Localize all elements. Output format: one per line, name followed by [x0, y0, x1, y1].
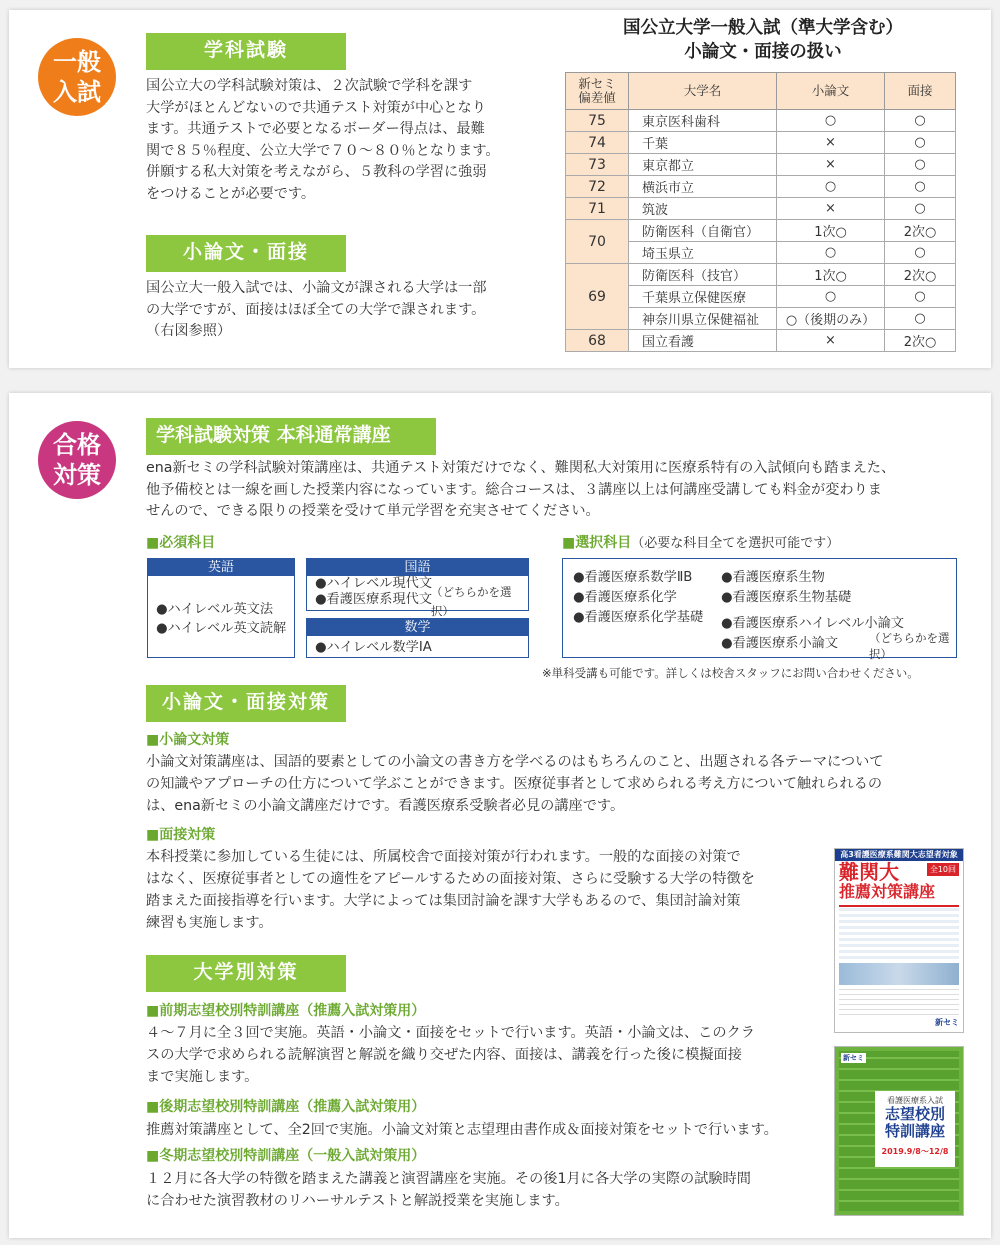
math-head: 数学 — [307, 619, 528, 636]
flyer1-top: 高3看護医療系難関大志望者対象 — [835, 849, 963, 861]
table-row: 74 千葉 × ○ — [566, 132, 956, 154]
table-row: 71 筑波 × ○ — [566, 198, 956, 220]
gakka-heading: 学科試験 — [146, 33, 346, 70]
shoron-heading: 小論文・面接 — [146, 235, 346, 272]
math-box — [306, 618, 529, 658]
flyer-university-course[interactable] — [834, 1046, 964, 1216]
list-item: ●看護医療系生物基礎 — [721, 590, 852, 605]
required-subjects-label: ■必須科目 — [146, 535, 216, 551]
table-title: 国公立大学一般入試（準大学含む） 小論文・面接の扱い — [623, 18, 903, 62]
interview-sub: ■面接対策 — [146, 827, 216, 843]
pass-strategy-card — [9, 393, 991, 1238]
table-header-row — [566, 73, 956, 110]
list-item: ●看護医療系ハイレベル小論文 — [721, 616, 904, 631]
flyer2-t2: 特訓講座 — [884, 1122, 945, 1140]
table-row: 神奈川県立保健福祉 ○（後期のみ） ○ — [566, 308, 956, 330]
flyer2-t1: 志望校別 — [884, 1105, 945, 1123]
flyer1-title1: 難関大 — [839, 860, 899, 884]
university-table — [565, 72, 956, 352]
flyer1-badge: 全10回 — [927, 863, 959, 876]
elective-right-note: （どちらかを選択） — [869, 631, 950, 661]
kouki-text: 推薦対策講座として、全2回で実施。小論文対策と志望理由書作成＆面接対策をセットで行います。 — [146, 1122, 778, 1138]
col-deviation: 新セミ偏差値 — [566, 73, 629, 110]
table-row: 69 防衛医科（技官） 1次○ 2次○ — [566, 264, 956, 286]
main-course-heading: 学科試験対策 本科通常講座 — [146, 418, 436, 455]
col-university: 大学名 — [629, 73, 777, 110]
gakka-text: 国公立大の学科試験対策は、２次試験で学科を課す 大学がほとんどないので共通テスト対策が中心となり ます。共通テストで必要となるボーダー得点は、最難 関で８５％程度、公立大学で７０～８０％となります。 併願する私大対策を考えながら、５教科の学習に強弱 をつけることが必要です。 — [146, 78, 500, 202]
table-row: 72 横浜市立 ○ ○ — [566, 176, 956, 198]
main-course-intro: ena新セミの学科試験対策講座は、共通テスト対策だけでなく、難関私大対策用に医療系特有の入試傾向も踏まえた、 他予備校とは一線を画した授業内容になっています。総合コースは、３講座以上は何講座受講しても料金が変わりま せんので、できる限りの授業を受けて単元学習を充実させてください。 — [146, 460, 896, 520]
english-head: 英語 — [148, 559, 294, 576]
flyer1-body — [839, 905, 959, 959]
zenki-text: ４～７月に全３回で実施。英語・小論文・面接をセットで行います。英語・小論文は、このクラ スの大学で求められる読解演習と解説を織り交ぜた内容、面接は、講義を行った後に模擬面接 まで実施します。 — [146, 1025, 755, 1085]
elective-box — [562, 558, 957, 661]
list-item: ●看護医療系小論文 — [721, 636, 839, 651]
flyer1-brand: 新セミ — [935, 1018, 959, 1027]
kouki-sub: ■後期志望校別特訓講座（推薦入試対策用） — [146, 1099, 426, 1115]
table-row: 73 東京都立 × ○ — [566, 154, 956, 176]
list-item: ●ハイレベル現代文 — [315, 576, 433, 591]
flyer2-date: 2019.9/8〜12/8 — [881, 1147, 949, 1156]
col-interview: 面接 — [885, 73, 956, 110]
list-item: ●看護医療系現代文 — [315, 592, 433, 607]
table-row: 70 防衛医科（自衛官） 1次○ 2次○ — [566, 220, 956, 242]
kokugo-box — [306, 558, 529, 618]
flyer2-center — [875, 1091, 955, 1167]
essay-interview-heading: 小論文・面接対策 — [146, 685, 346, 722]
list-item: ●ハイレベル英文読解 — [156, 621, 287, 636]
flyer1-photo — [839, 963, 959, 985]
list-item: ●ハイレベル数学ⅠA — [315, 640, 432, 655]
interview-text: 本科授業に参加している生徒には、所属校舎で面接対策が行われます。一般的な面接の対策で はなく、医療従事者としての適性をアピールするための面接対策、さらに受験する大学の特徴を 踏まえた面接指導を行います。大学によっては集団討論を課す大学もあるので、集団討論対策 練習も実施します。 — [146, 849, 755, 931]
kokugo-head: 国語 — [307, 559, 528, 576]
table-row: 75 東京医科歯科 ○ ○ — [566, 110, 956, 132]
zenki-sub: ■前期志望校別特訓講座（推薦入試対策用） — [146, 1003, 426, 1019]
list-item: ●看護医療系化学 — [573, 590, 677, 605]
list-item: ●看護医療系生物 — [721, 570, 825, 585]
english-box — [147, 558, 295, 658]
flyer1-schedule — [839, 987, 959, 1015]
flyer2-t0: 看護医療系入試 — [887, 1096, 943, 1105]
col-essay: 小論文 — [777, 73, 885, 110]
flyer-recommendation-course[interactable] — [834, 848, 964, 1033]
essay-sub: ■小論文対策 — [146, 732, 230, 748]
elective-subjects-label: ■選択科目（必要な科目全てを選択可能です） — [562, 535, 840, 551]
pass-strategy-badge: 合格 対策 — [38, 421, 116, 499]
general-exam-badge: 一般 入試 — [38, 38, 116, 116]
list-item: ●看護医療系化学基礎 — [573, 610, 704, 625]
kokugo-note: （どちらかを選択） — [431, 585, 512, 618]
table-row: 千葉県立保健医療 ○ ○ — [566, 286, 956, 308]
list-item: ●看護医療系数学ⅡB — [573, 570, 693, 585]
table-row: 68 国立看護 × 2次○ — [566, 330, 956, 352]
table-row: 埼玉県立 ○ ○ — [566, 242, 956, 264]
toki-text: １２月に各大学の特徴を踏まえた講義と演習講座を実施。その後1月に各大学の実際の試験時間 に合わせた演習教材のリハーサルテストと解説授業を実施します。 — [146, 1171, 751, 1209]
university-strategy-heading: 大学別対策 — [146, 955, 346, 992]
single-course-note: ※単科受講も可能です。詳しくは校舎スタッフにお問い合わせください。 — [542, 666, 919, 680]
list-item: ●ハイレベル英文法 — [156, 602, 274, 617]
shoron-text: 国公立大一般入試では、小論文が課される大学は一部 の大学ですが、面接はほぼ全ての大学で課されます。 （右図参照） — [146, 280, 487, 340]
general-exam-card — [9, 10, 991, 368]
flyer2-brand: 新セミ — [843, 1054, 864, 1062]
toki-sub: ■冬期志望校別特訓講座（一般入試対策用） — [146, 1148, 426, 1164]
essay-text: 小論文対策講座は、国語的要素としての小論文の書き方を学べるのはもちろんのこと、出題される各テーマについて の知識やアプローチの仕方について学ぶことができます。医療従事者として求められる考え方について触れられるの は、ena新セミの小論文講座だけです。看護医療系受験者必見の講座です。 — [146, 754, 884, 814]
flyer1-title2: 推薦対策講座 — [839, 882, 936, 901]
